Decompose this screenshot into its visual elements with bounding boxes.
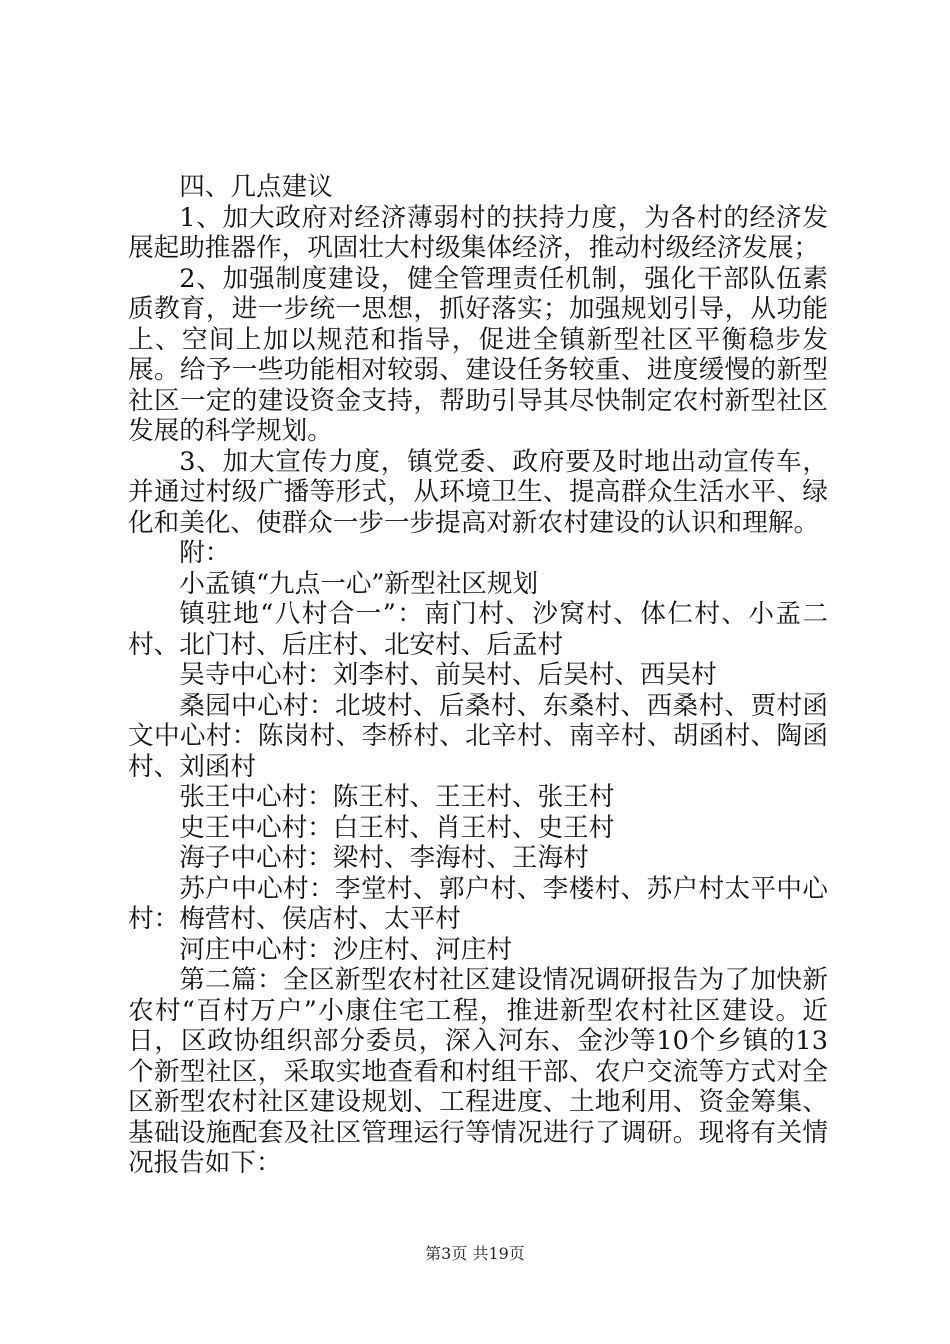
- paragraph: 张王中心村：陈王村、王王村、张王村: [179, 782, 615, 812]
- paragraph: 河庄中心村：沙庄村、河庄村: [179, 934, 512, 965]
- appendix-title: 小孟镇“九点一心”新型社区规划: [179, 568, 539, 599]
- paragraph: 镇驻地“八村合一”：南门村、沙窝村、体仁村、小孟二村、北门村、后庄村、北安村、后孟村: [128, 599, 828, 660]
- paragraph: 3、加大宣传力度，镇党委、政府要及时地出动宣传车，并通过村级广播等形式，从环境卫生、提高群众生活水平、绿化和美化、使群众一步一步提高对新农村建设的认识和理解。: [128, 446, 828, 538]
- appendix-label: 附：: [179, 538, 231, 568]
- paragraph: 苏户中心村：李堂村、郭户村、李楼村、苏户村太平中心村：梅营村、侯店村、太平村: [128, 873, 828, 934]
- paragraph: 2、加强制度建设，健全管理责任机制，强化干部队伍素质教育，进一步统一思想，抓好落实；加强规划引导，从功能上、空间上加以规范和指导，促进全镇新型社区平衡稳步发展。给予一些功能相对较弱、建设任务较重、进度缓慢的新型社区一定的建设资金支持，帮助引导其尽快制定农村新型社区发展的科学规划。: [128, 263, 828, 446]
- page-number-footer: 第3页 共19页: [425, 1244, 525, 1263]
- paragraph: 史王中心村：白王村、肖王村、史王村: [179, 812, 615, 843]
- paragraph: 桑园中心村：北坡村、后桑村、东桑村、西桑村、贾村函文中心村：陈岗村、李桥村、北辛村、南辛村、胡函村、陶函村、刘函村: [128, 690, 828, 782]
- paragraph: 海子中心村：梁村、李海村、王海村: [179, 843, 589, 873]
- paragraph: 吴寺中心村：刘李村、前吴村、后吴村、西吴村: [179, 660, 717, 690]
- document-body: [128, 172, 828, 1179]
- section-heading: 四、几点建议: [179, 172, 333, 202]
- paragraph: 第二篇：全区新型农村社区建设情况调研报告为了加快新农村“百村万户”小康住宅工程，推进新型农村社区建设。近日，区政协组织部分委员，深入河东、金沙等10个乡镇的13个新型社区，采取实地查看和村组干部、农户交流等方式对全区新型农村社区建设规划、工程进度、土地利用、资金筹集、基础设施配套及社区管理运行等情况进行了调研。现将有关情况报告如下：: [128, 965, 828, 1178]
- paragraph: 1、加大政府对经济薄弱村的扶持力度，为各村的经济发展起助推器作，巩固壮大村级集体经济，推动村级经济发展；: [128, 202, 828, 263]
